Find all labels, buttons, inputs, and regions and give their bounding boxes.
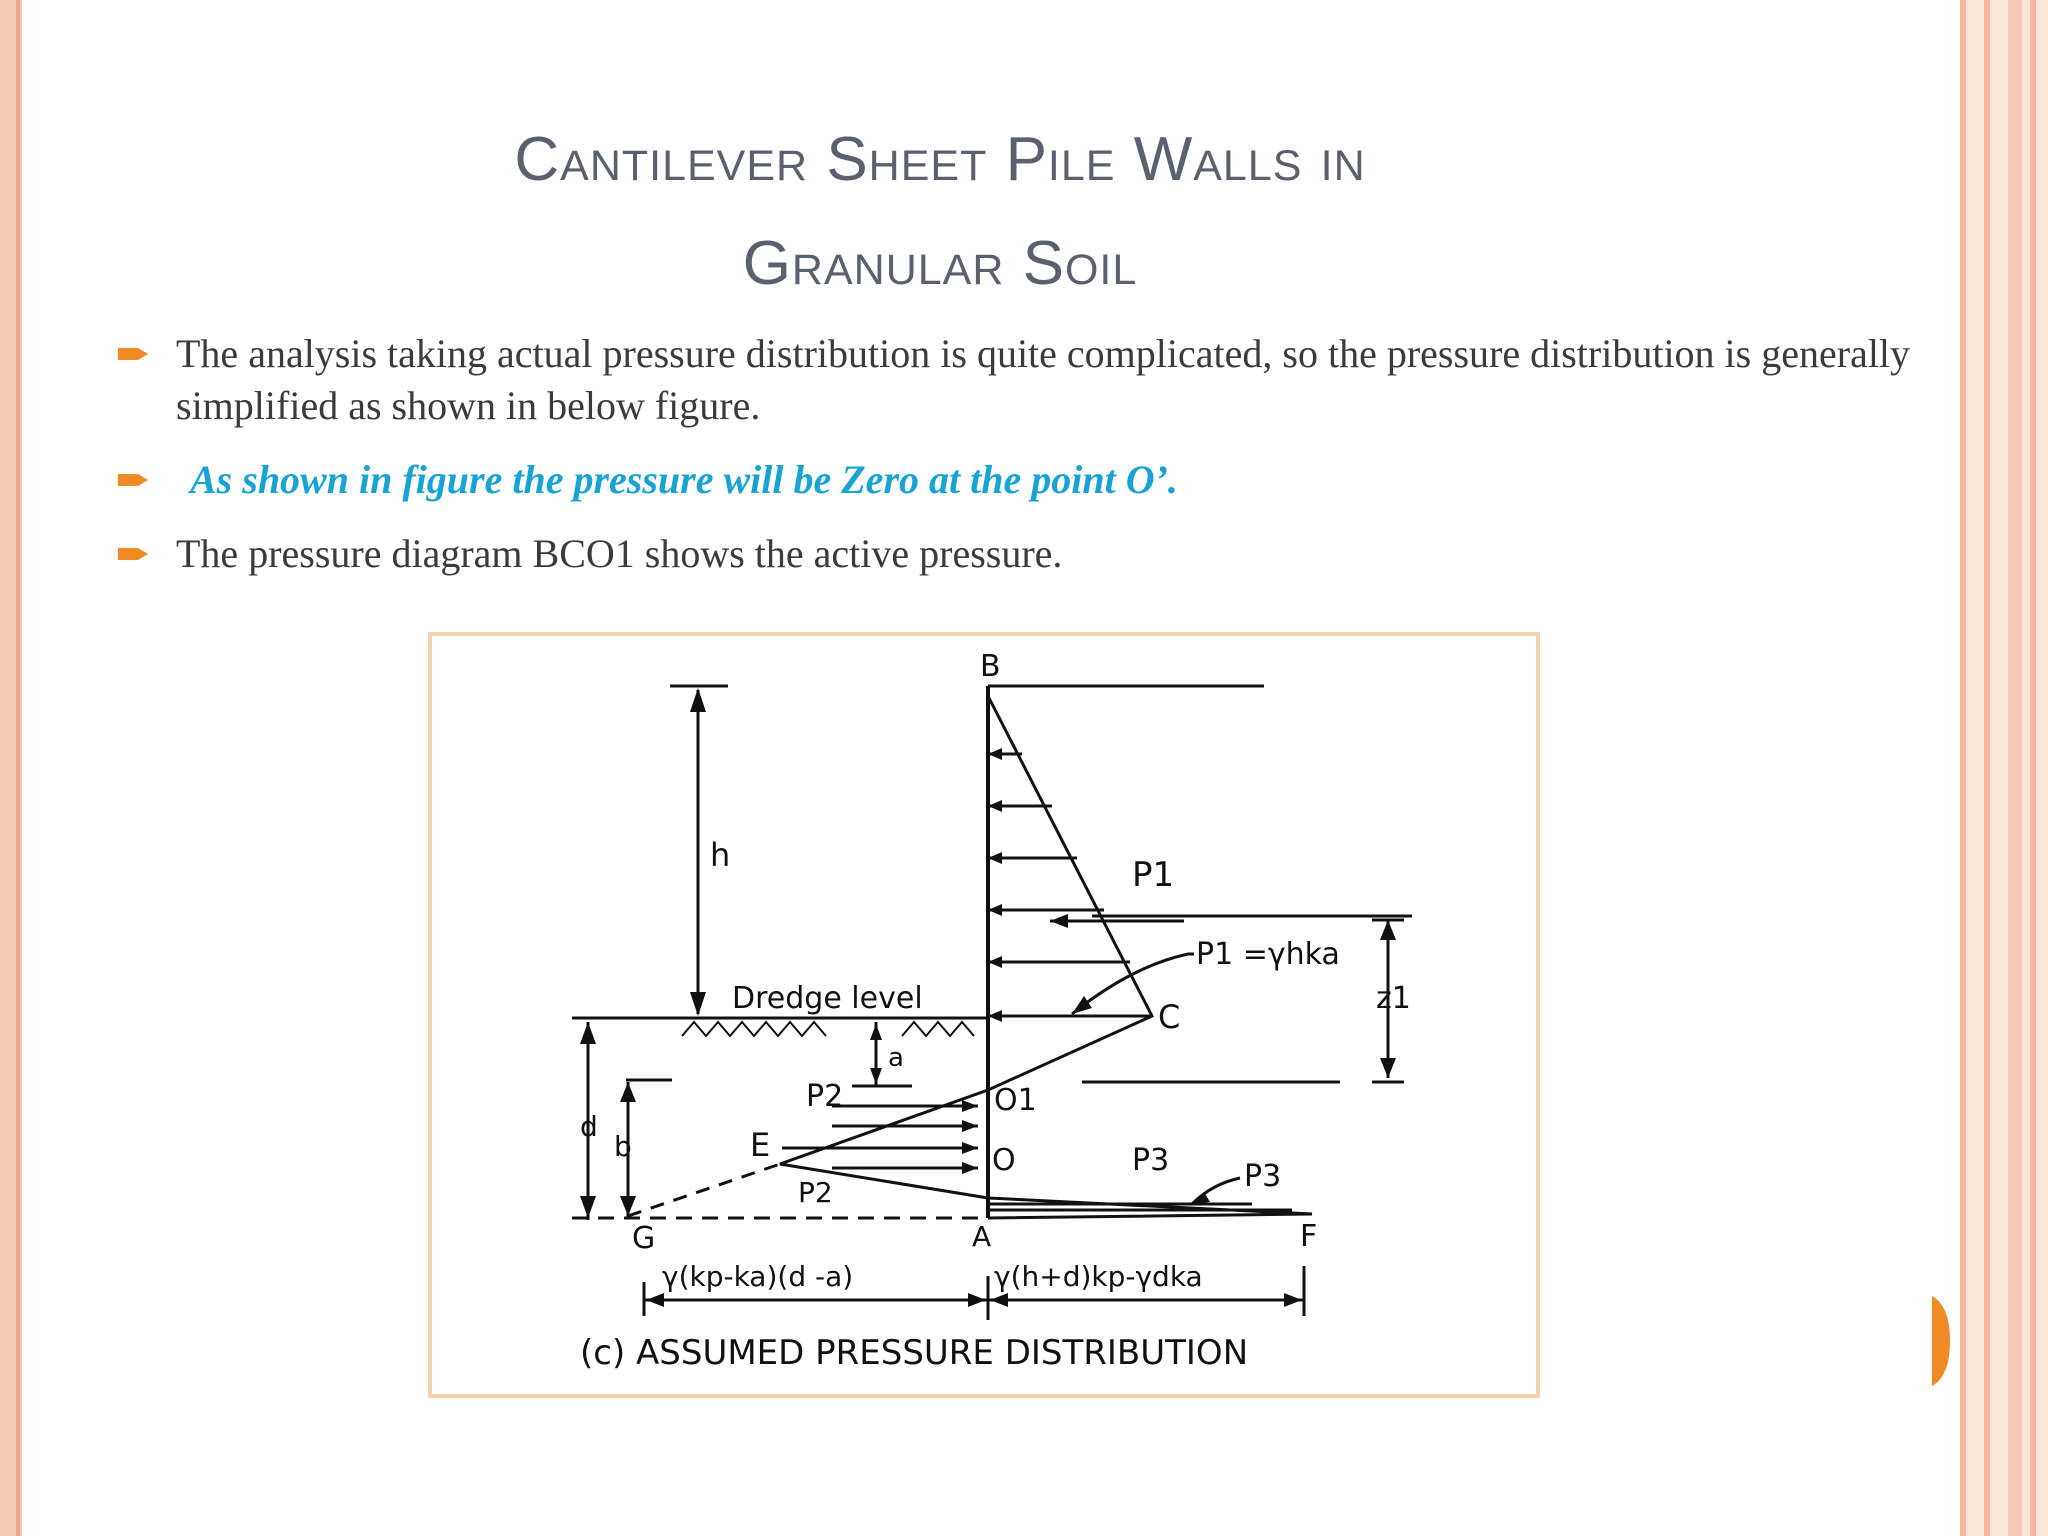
label-bottom-right-formula: γ(h+d)kp-γdka (994, 1260, 1203, 1293)
bullet-item (112, 328, 1932, 432)
bullet-text: The analysis taking actual pressure distribution is quite complicated, so the pressure distribution is generally simplified as shown in below figure. (176, 331, 1911, 428)
label-a: a (888, 1043, 904, 1073)
arrowhead (690, 688, 706, 712)
bottom-pressure-wedge (988, 1198, 1312, 1218)
bullet-text: The pressure diagram BCO1 shows the active pressure. (176, 531, 1063, 576)
g-e-dashed-line (628, 1164, 780, 1216)
slide-nav-tab-icon (1932, 1296, 1950, 1386)
soil-hatching (682, 1022, 974, 1036)
label-d: d (580, 1110, 598, 1143)
label-h: h (710, 836, 731, 874)
label-z1: z1 (1376, 981, 1411, 1016)
label-o1: O1 (994, 1083, 1037, 1118)
bullet-arrow-icon (118, 546, 148, 562)
label-p2-top: P2 (806, 1079, 844, 1114)
left-border-line (16, 0, 20, 1536)
right-border-line-4 (2030, 0, 2036, 1536)
label-b-depth: b (614, 1130, 632, 1163)
label-c: C (1158, 998, 1181, 1036)
arrowhead (690, 992, 706, 1016)
label-e: E (750, 1126, 771, 1164)
bullet-arrow-icon (118, 472, 148, 488)
bullet-arrow-icon (118, 346, 148, 362)
slide-title (200, 108, 1680, 316)
label-p3: P3 (1132, 1143, 1170, 1178)
right-border-line-1 (1960, 0, 1966, 1536)
label-o: O (992, 1143, 1016, 1178)
label-p2-bottom: P2 (798, 1176, 833, 1209)
label-p3-right: P3 (1244, 1159, 1282, 1194)
label-p1-equation: P1 =γhka (1196, 937, 1340, 972)
bullet-item (112, 528, 1932, 580)
slide-title-line-1: Cantilever Sheet Pile Walls in (514, 125, 1366, 194)
right-border-line-2 (1984, 0, 1990, 1536)
bullet-text: As shown in figure the pressure will be Zero at the point O’. (190, 457, 1178, 502)
slide-title-line-2: Granular Soil (742, 229, 1138, 298)
label-p1: P1 (1132, 855, 1175, 895)
label-b: B (980, 649, 1001, 684)
pressure-diagram-svg (432, 636, 1536, 1394)
bullet-list (112, 328, 1932, 580)
label-f: F (1300, 1219, 1318, 1254)
pressure-distribution-figure (428, 632, 1540, 1398)
label-bottom-left-formula: γ(kp-ka)(d -a) (662, 1260, 854, 1293)
figure-caption: (c) ASSUMED PRESSURE DISTRIBUTION (580, 1333, 1249, 1373)
label-a-point: A (972, 1220, 992, 1253)
label-dredge-level: Dredge level (732, 981, 923, 1016)
right-border-line-3 (2008, 0, 2022, 1536)
bullet-item-highlighted (112, 454, 1932, 506)
label-g: G (632, 1221, 656, 1256)
